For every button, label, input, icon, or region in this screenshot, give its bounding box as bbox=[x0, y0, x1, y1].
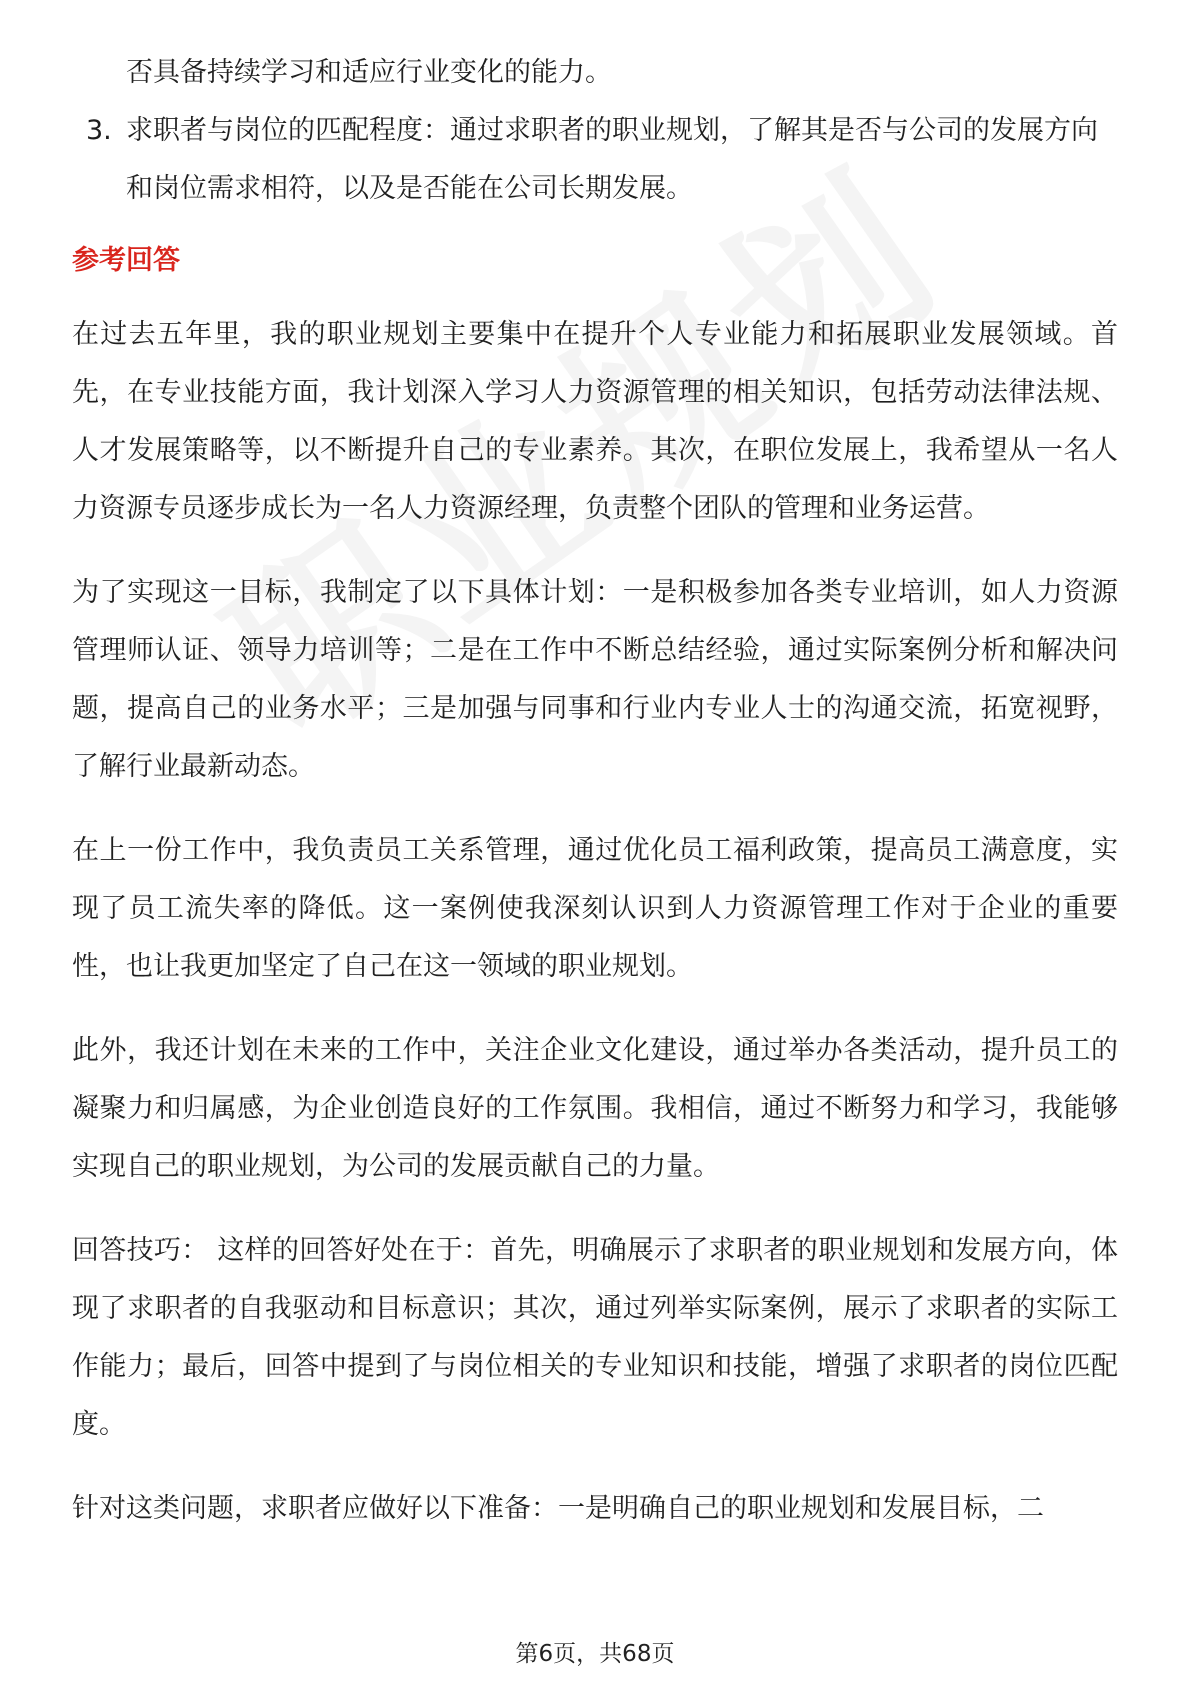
paragraph: 在过去五年里，我的职业规划主要集中在提升个人专业能力和拓展职业发展领域。首先，在专业技能方面，我计划深入学习人力资源管理的相关知识，包括劳动法律法规、人才发展策略等，以不断提升自己的专业素养。其次，在职位发展上，我希望从一名人力资源专员逐步成长为一名人力资源经理，负责整个团队的管理和业务运营。 bbox=[72, 319, 1118, 524]
page-number: 第6页，共68页 bbox=[515, 1641, 675, 1667]
list-number: 3. bbox=[86, 115, 112, 146]
paragraph: 为了实现这一目标，我制定了以下具体计划：一是积极参加各类专业培训，如人力资源管理师认证、领导力培训等；二是在工作中不断总结经验，通过实际案例分析和解决问题，提高自己的业务水平；三是加强与同事和行业内专业人士的沟通交流，拓宽视野，了解行业最新动态。 bbox=[72, 577, 1118, 782]
list-item-3 bbox=[72, 102, 1118, 218]
list-item-continuation: 否具备持续学习和适应行业变化的能力。 bbox=[126, 57, 612, 88]
paragraph: 此外，我还计划在未来的工作中，关注企业文化建设，通过举办各类活动，提升员工的凝聚力和归属感，为企业创造良好的工作氛围。我相信，通过不断努力和学习，我能够实现自己的职业规划，为公司的发展贡献自己的力量。 bbox=[72, 1035, 1118, 1182]
paragraph: 在上一份工作中，我负责员工关系管理，通过优化员工福利政策，提高员工满意度，实现了员工流失率的降低。这一案例使我深刻认识到人力资源管理工作对于企业的重要性，也让我更加坚定了自己在这一领域的职业规划。 bbox=[72, 835, 1118, 982]
paragraph: 针对这类问题，求职者应做好以下准备：一是明确自己的职业规划和发展目标，二 bbox=[72, 1493, 1044, 1524]
document-body bbox=[72, 44, 1118, 1564]
list-item-text: 求职者与岗位的匹配程度：通过求职者的职业规划，了解其是否与公司的发展方向和岗位需求相符，以及是否能在公司长期发展。 bbox=[126, 115, 1098, 204]
paragraph-tips: 回答技巧： 这样的回答好处在于：首先，明确展示了求职者的职业规划和发展方向，体现了求职者的自我驱动和目标意识；其次，通过列举实际案例，展示了求职者的实际工作能力；最后，回答中提到了与岗位相关的专业知识和技能，增强了求职者的岗位匹配度。 bbox=[72, 1235, 1118, 1440]
section-heading: 参考回答 bbox=[72, 245, 180, 276]
